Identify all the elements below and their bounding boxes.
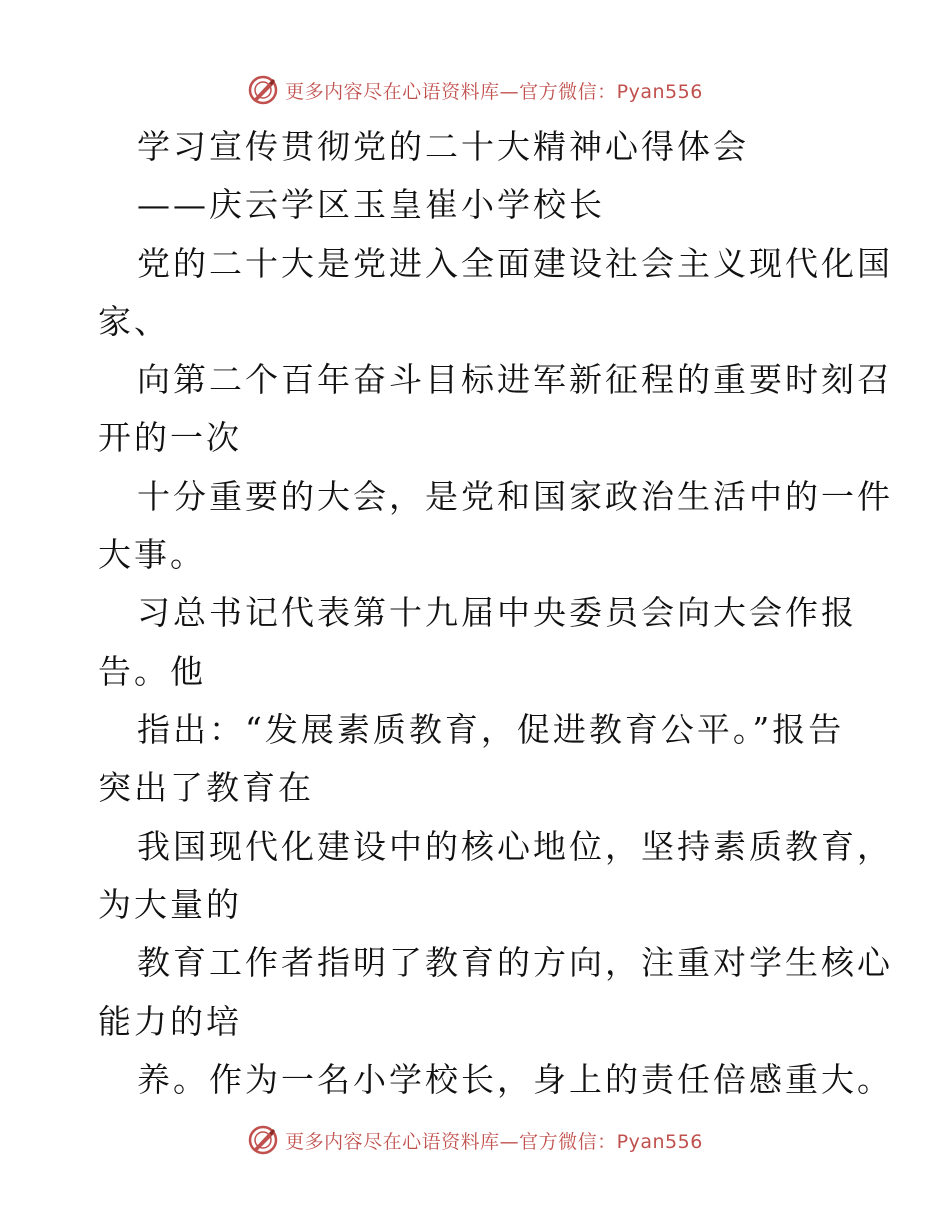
paragraph-line: 告。他 — [98, 652, 206, 691]
paragraph-line: 指出：“发展素质教育，促进教育公平。”报告 — [137, 710, 845, 749]
paragraph-line: 开的一次 — [98, 418, 242, 457]
paragraph-line: 养。作为一名小学校长，身上的责任倍感重大。 — [137, 1060, 893, 1099]
footer-watermark-banner — [0, 1120, 950, 1160]
document-title: 学习宣传贯彻党的二十大精神心得体会 — [137, 127, 749, 166]
pen-logo-icon — [247, 74, 279, 106]
document-subtitle: ——庆云学区玉皇崔小学校长 — [137, 185, 605, 224]
paragraph-line: 家、 — [98, 302, 170, 341]
paragraph-line: 党的二十大是党进入全面建设社会主义现代化国 — [137, 244, 893, 283]
paragraph-line: 十分重要的大会，是党和国家政治生活中的一件 — [137, 477, 893, 516]
paragraph-line: 向第二个百年奋斗目标进军新征程的重要时刻召 — [137, 360, 893, 399]
header-watermark-text: 更多内容尽在心语资料库—官方微信：Pyan556 — [285, 80, 703, 103]
footer-watermark-text: 更多内容尽在心语资料库—官方微信：Pyan556 — [285, 1130, 703, 1153]
paragraph-line: 习总书记代表第十九届中央委员会向大会作报 — [137, 593, 857, 632]
paragraph-line: 教育工作者指明了教育的方向，注重对学生核心 — [137, 943, 893, 982]
pen-logo-icon — [247, 1124, 279, 1156]
paragraph-line: 能力的培 — [98, 1002, 242, 1041]
paragraph-line: 我国现代化建设中的核心地位，坚持素质教育， — [137, 827, 893, 866]
header-watermark-banner — [0, 70, 950, 110]
paragraph-line: 大事。 — [98, 535, 206, 574]
paragraph-line: 突出了教育在 — [98, 768, 314, 807]
paragraph-line: 为大量的 — [98, 885, 242, 924]
